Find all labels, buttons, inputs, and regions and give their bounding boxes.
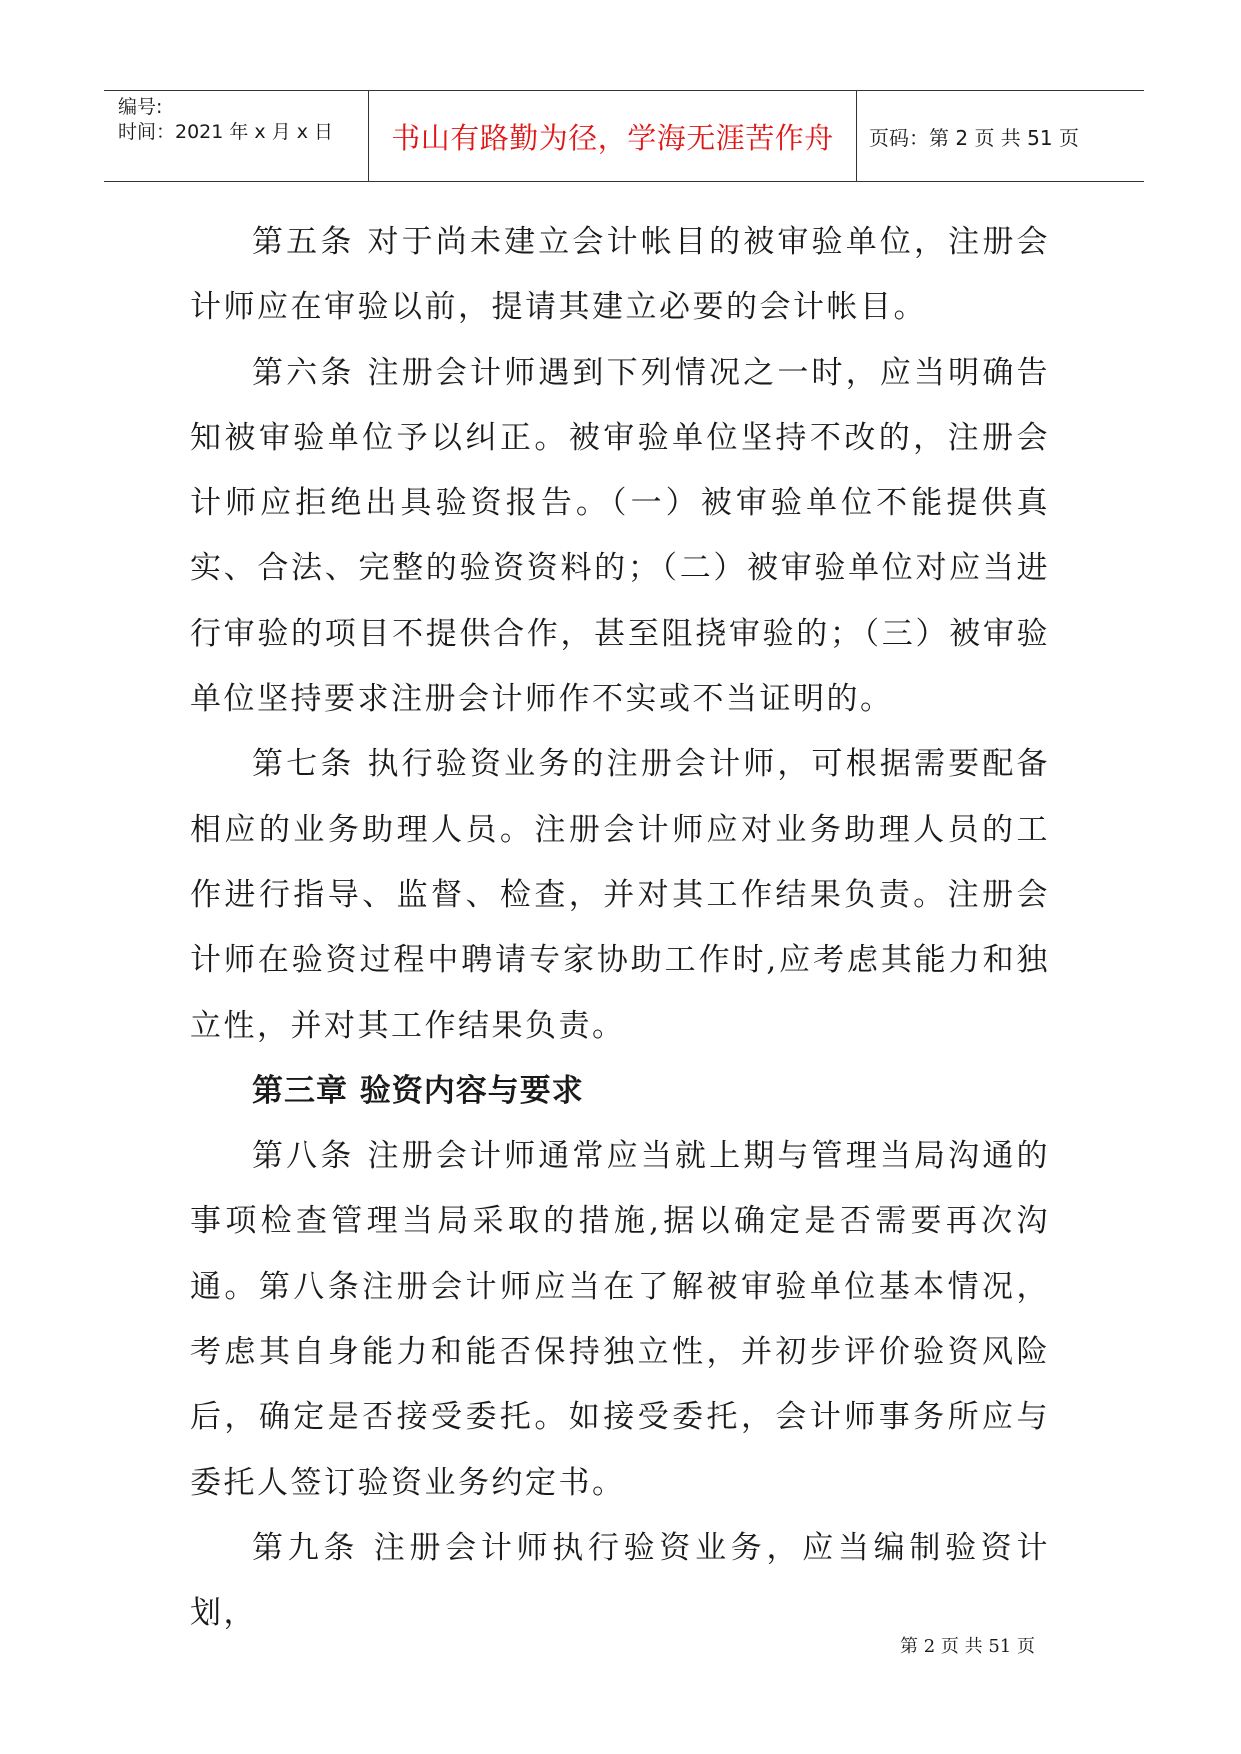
document-body xyxy=(190,210,1050,1647)
header-meta-cell xyxy=(104,91,369,181)
paragraph-article-7: 第七条 执行验资业务的注册会计师，可根据需要配备相应的业务助理人员。注册会计师应对业务助理人员的工作进行指导、监督、检查，并对其工作结果负责。注册会计师在验资过程中聘请专家协助工作时,应考虑其能力和独立性，并对其工作结果负责。 xyxy=(190,746,1050,1044)
header-motto-cell xyxy=(369,91,857,181)
header-page-info: 页码：第 2 页 共 51 页 xyxy=(869,125,1079,150)
document-time-label: 时间：2021 年 x 月 x 日 xyxy=(118,121,334,143)
paragraph-article-5: 第五条 对于尚未建立会计帐目的被审验单位，注册会计师应在审验以前，提请其建立必要的会计帐目。 xyxy=(190,224,1050,326)
chapter-heading: 第三章 验资内容与要求 xyxy=(252,1072,584,1109)
paragraph-article-8: 第八条 注册会计师通常应当就上期与管理当局沟通的事项检查管理当局采取的措施,据以确定是否需要再次沟通。第八条注册会计师应当在了解被审验单位基本情况，考虑其自身能力和能否保持独立性，并初步评价验资风险后，确定是否接受委托。如接受委托，会计师事务所应与委托人签订验资业务约定书。 xyxy=(190,1138,1050,1501)
header-page-cell xyxy=(857,91,1144,181)
document-number-label: 编号: xyxy=(118,96,163,118)
document-header xyxy=(104,90,1144,182)
paragraph-article-9: 第九条 注册会计师执行验资业务，应当编制验资计划， xyxy=(190,1529,1050,1632)
paragraph-article-6: 第六条 注册会计师遇到下列情况之一时，应当明确告知被审验单位予以纠正。被审验单位坚持不改的，注册会计师应拒绝出具验资报告。（一）被审验单位不能提供真实、合法、完整的验资资料的；（二）被审验单位对应当进行审验的项目不提供合作，甚至阻挠审验的；（三）被审验单位坚持要求注册会计师作不实或不当证明的。 xyxy=(190,354,1050,718)
page-footer: 第 2 页 共 51 页 xyxy=(900,1636,1035,1657)
header-motto: 书山有路勤为径，学海无涯苦作舟 xyxy=(391,120,834,155)
